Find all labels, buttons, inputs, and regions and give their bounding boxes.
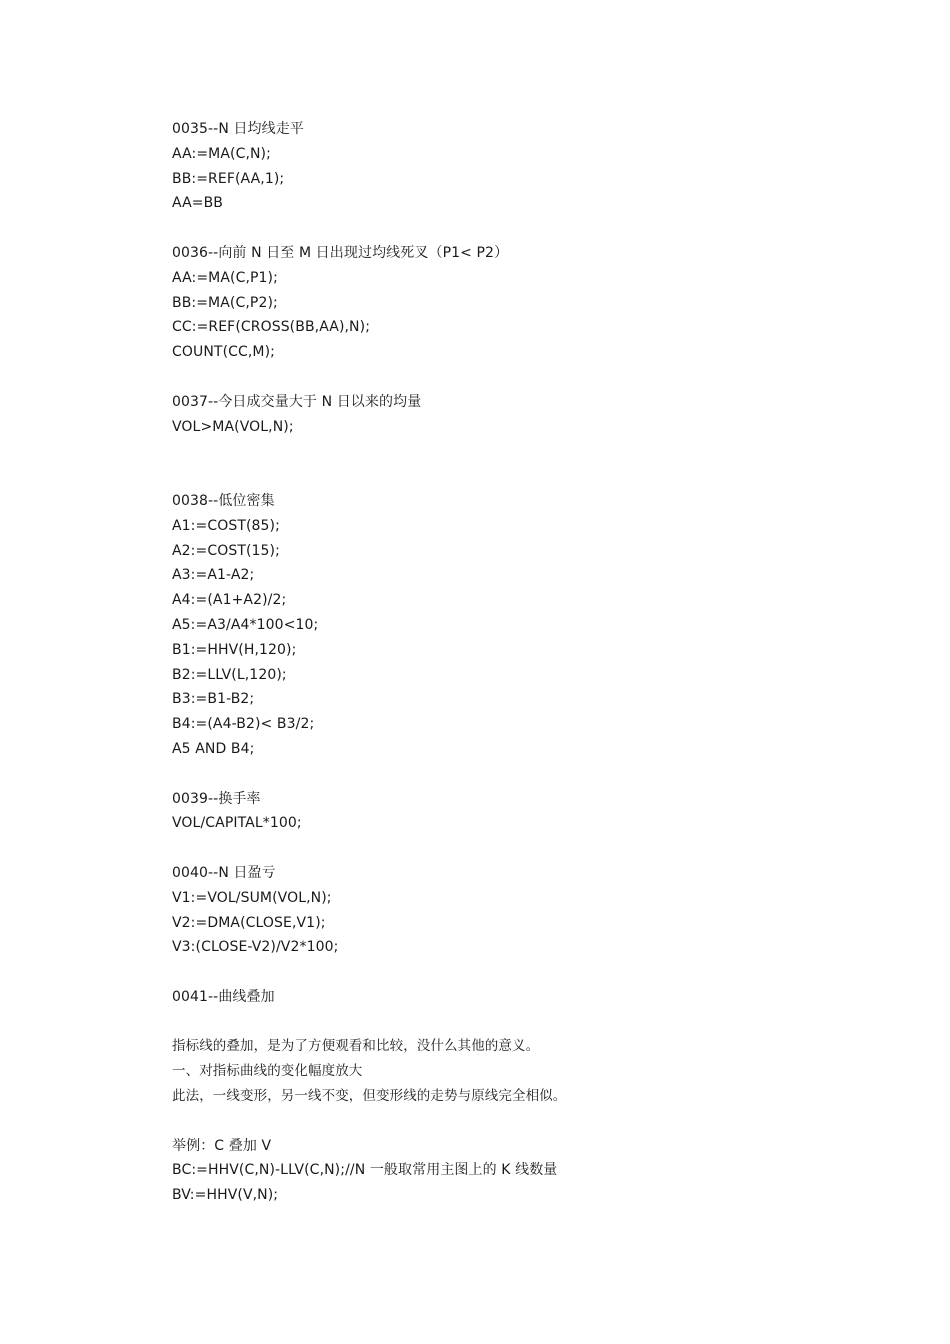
code-line: V1:=VOL/SUM(VOL,N); (172, 889, 332, 906)
section-title: 0037--今日成交量大于 N 日以来的均量 (172, 393, 422, 410)
spacer (172, 365, 872, 390)
code-line: VOL>MA(VOL,N); (172, 418, 294, 435)
code-line: B3:=B1-B2; (172, 691, 255, 708)
code-line: AA:=MA(C,P1); (172, 269, 278, 286)
spacer (172, 439, 872, 489)
paragraph-line: 指标线的叠加，是为了方便观看和比较，没什么其他的意义。 (172, 1038, 540, 1055)
code-line: B4:=(A4-B2)< B3/2; (172, 716, 315, 733)
section-title: 0039--换手率 (172, 790, 261, 807)
code-line: B2:=LLV(L,120); (172, 666, 287, 683)
paragraph-line: 此法，一线变形，另一线不变，但变形线的走势与原线完全相似。 (172, 1088, 567, 1105)
code-line: VOL/CAPITAL*100; (172, 815, 302, 832)
code-line: B1:=HHV(H,120); (172, 641, 297, 658)
spacer (172, 960, 872, 985)
code-line: BV:=HHV(V,N); (172, 1187, 279, 1204)
section-title: 0038--低位密集 (172, 492, 275, 509)
paragraph-line: 一、对指标曲线的变化幅度放大 (172, 1063, 363, 1080)
code-line: COUNT(CC,M); (172, 344, 275, 361)
code-line: V2:=DMA(CLOSE,V1); (172, 914, 326, 931)
code-line: A5 AND B4; (172, 740, 255, 757)
section-title: 0040--N 日盈亏 (172, 864, 276, 881)
document-page (172, 117, 872, 1208)
code-line: V3:(CLOSE-V2)/V2*100; (172, 939, 339, 956)
section-title: 0041--曲线叠加 (172, 988, 275, 1005)
spacer (172, 1109, 872, 1134)
spacer (172, 216, 872, 241)
code-line: BB:=REF(AA,1); (172, 170, 285, 187)
spacer (172, 1010, 872, 1035)
code-line: CC:=REF(CROSS(BB,AA),N); (172, 319, 371, 336)
code-line: A3:=A1-A2; (172, 567, 255, 584)
code-line: AA=BB (172, 195, 223, 212)
section-title: 0035--N 日均线走平 (172, 121, 304, 137)
spacer (172, 762, 872, 787)
code-line: BB:=MA(C,P2); (172, 294, 278, 311)
code-line: A5:=A3/A4*100<10; (172, 616, 319, 633)
example-title: 举例：C 叠加 V (172, 1137, 272, 1154)
code-line: BC:=HHV(C,N)-LLV(C,N);//N 一般取常用主图上的 K 线数量 (172, 1162, 558, 1179)
code-line: AA:=MA(C,N); (172, 145, 271, 162)
code-line: A2:=COST(15); (172, 542, 280, 559)
code-line: A1:=COST(85); (172, 517, 280, 534)
code-line: A4:=(A1+A2)/2; (172, 592, 287, 609)
spacer (172, 836, 872, 861)
section-title: 0036--向前 N 日至 M 日出现过均线死叉（P1< P2） (172, 244, 509, 261)
